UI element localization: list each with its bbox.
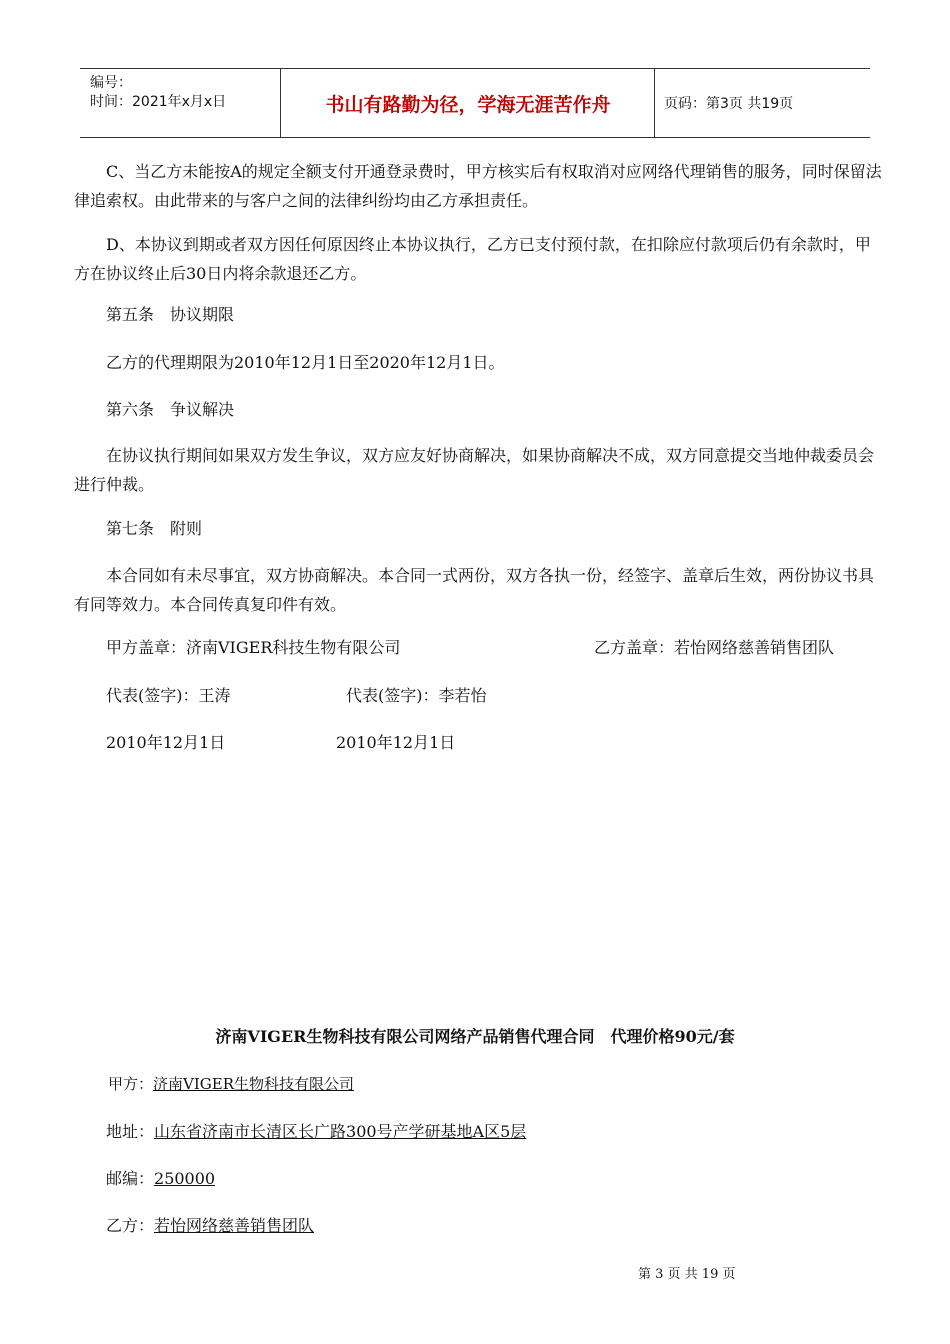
- party-b-value: 若怡网络慈善销售团队: [154, 1216, 315, 1235]
- party-b-seal: 乙方盖章：若怡网络慈善销售团队: [594, 638, 835, 657]
- header-motto: 书山有路勤为径，学海无涯苦作舟: [282, 69, 655, 137]
- header-meta: [80, 69, 281, 137]
- party-a-date: 2010年12月1日: [106, 733, 226, 752]
- party-b-date: 2010年12月1日: [336, 733, 456, 752]
- party-a-representative: 代表(签字)：王涛: [106, 686, 231, 705]
- party-b-line: [106, 1215, 314, 1237]
- party-a-value: 济南VIGER生物科技有限公司: [153, 1075, 355, 1093]
- address-label: 地址：: [106, 1122, 155, 1141]
- address-value: 山东省济南市长清区长广路300号产学研基地A区5层: [154, 1122, 527, 1141]
- party-b-representative: 代表(签字)：李若怡: [346, 686, 487, 705]
- postcode-line: [106, 1168, 215, 1190]
- clause-d: D、本协议到期或者双方因任何原因终止本协议执行，乙方已支付预付款，在扣除应付款项后仍有余款时，甲方在协议终止后30日内将余款退还乙方。: [74, 235, 871, 283]
- party-a-seal: 甲方盖章：济南VIGER科技生物有限公司: [106, 638, 401, 657]
- header-page-info: 页码：第3页 共19页: [664, 96, 794, 112]
- page-header: [80, 68, 870, 138]
- article7-heading: 第七条 附则: [106, 519, 203, 538]
- party-a-label: 甲方：: [108, 1075, 154, 1093]
- party-a-line: [108, 1073, 354, 1095]
- page-footer: 第 3 页 共 19 页: [638, 1267, 736, 1282]
- clause-c: C、当乙方未能按A的规定全额支付开通登录费时，甲方核实后有权取消对应网络代理销售的服务，同时保留法律追索权。由此带来的与客户之间的法律纠纷均由乙方承担责任。: [74, 162, 882, 210]
- article7-text: 本合同如有未尽事宜，双方协商解决。本合同一式两份，双方各执一份，经签字、盖章后生效，两份协议书具有同等效力。本合同传真复印件有效。: [74, 566, 875, 614]
- article6-text: 在协议执行期间如果双方发生争议，双方应友好协商解决，如果协商解决不成，双方同意提交当地仲裁委员会进行仲裁。: [74, 446, 875, 494]
- contract-title: 济南VIGER生物科技有限公司网络产品销售代理合同 代理价格90元/套: [215, 1027, 735, 1046]
- doc-time-label: 时间：2021年x月x日: [90, 94, 227, 110]
- postcode-label: 邮编：: [106, 1169, 155, 1188]
- article6-heading: 第六条 争议解决: [106, 400, 235, 419]
- address-line: [106, 1121, 526, 1143]
- article5-text: 乙方的代理期限为2010年12月1日至2020年12月1日。: [106, 353, 505, 372]
- doc-number-label: 编号：: [90, 75, 132, 91]
- postcode-value: 250000: [154, 1169, 216, 1188]
- party-b-label: 乙方：: [106, 1216, 155, 1235]
- article5-heading: 第五条 协议期限: [106, 305, 235, 324]
